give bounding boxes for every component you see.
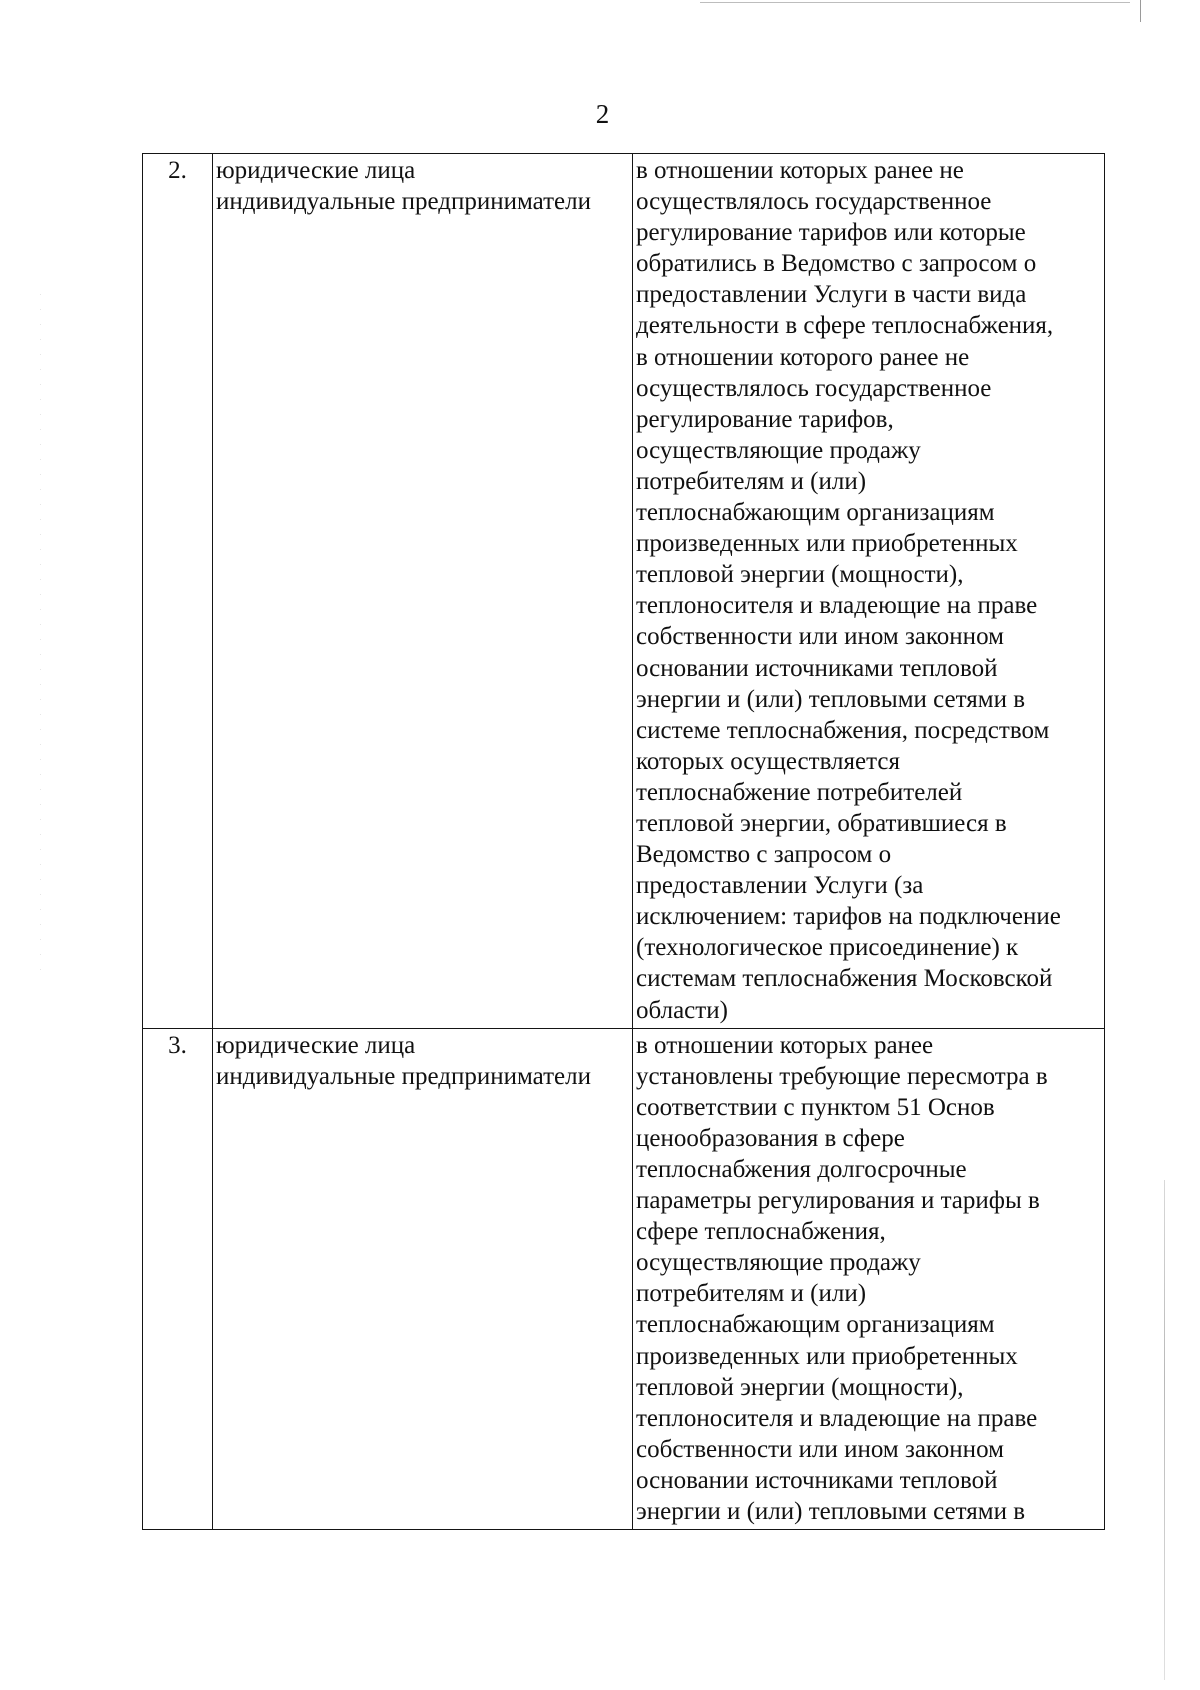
description-line: системам теплоснабжения Московской	[636, 965, 1053, 993]
description-line: исключением: тарифов на подключение	[636, 903, 1061, 931]
description-line: осуществлялось государственное	[636, 188, 992, 216]
scan-edge-artifact	[700, 2, 1130, 3]
description-line: осуществлялось государственное	[636, 374, 992, 402]
scan-edge-artifact	[1140, 0, 1141, 22]
description-line: тепловой энергии (мощности),	[636, 1373, 964, 1401]
description-line: соответствии с пунктом 51 Основ	[636, 1093, 995, 1121]
description-line: энергии и (или) тепловыми сетями в	[636, 1498, 1026, 1526]
description-line: предоставлении Услуги в части вида	[636, 281, 1027, 309]
description-line: осуществляющие продажу	[636, 436, 921, 464]
subject-line: юридические лица	[216, 157, 416, 184]
description-line: теплоснабжения долгосрочные	[636, 1156, 967, 1183]
subject-cell	[213, 154, 633, 1029]
row-number-cell	[143, 154, 213, 1029]
description-cell	[633, 154, 1105, 1029]
description-line: которых осуществляется	[636, 747, 900, 775]
description-line: собственности или ином законном	[636, 1435, 1004, 1463]
table-row	[143, 154, 1105, 1029]
description-line: произведенных или приобретенных	[636, 530, 1018, 558]
row-number-cell	[143, 1028, 213, 1530]
table-body	[143, 154, 1105, 1530]
description-line: регулирование тарифов,	[636, 405, 894, 433]
description-line: энергии и (или) тепловыми сетями в	[636, 685, 1026, 713]
description-cell	[633, 1028, 1105, 1530]
description-line: тепловой энергии (мощности),	[636, 561, 964, 589]
description-line: теплоснабжение потребителей	[636, 778, 963, 806]
description-line: Ведомство с запросом о	[636, 841, 892, 869]
subject-cell	[213, 1028, 633, 1530]
description-line: теплоснабжающим организациям	[636, 499, 995, 527]
description-line: в отношении которого ранее не	[636, 343, 970, 371]
subject-line: индивидуальные предприниматели	[216, 1062, 591, 1090]
description-line: предоставлении Услуги (за	[636, 872, 924, 900]
description-line: собственности или ином законном	[636, 623, 1004, 651]
description-line: (технологическое присоединение) к	[636, 934, 1019, 962]
description-line: потребителям и (или)	[636, 467, 867, 495]
description-line: параметры регулирования и тарифы в	[636, 1187, 1040, 1215]
description-line: произведенных или приобретенных	[636, 1342, 1018, 1370]
row-number: 3.	[168, 1031, 187, 1059]
description-line: основании источниками тепловой	[636, 654, 998, 682]
description-line: в отношении которых ранее	[636, 1031, 934, 1059]
description-line: установлены требующие пересмотра в	[636, 1062, 1048, 1090]
description-line: теплоносителя и владеющие на праве	[636, 592, 1038, 620]
description-line: основании источниками тепловой	[636, 1466, 998, 1494]
description-line: регулирование тарифов или которые	[636, 219, 1026, 247]
description-line: потребителям и (или)	[636, 1280, 867, 1308]
scan-edge-artifact	[1164, 1180, 1165, 1680]
description-line: обратились в Ведомство с запросом о	[636, 250, 1037, 278]
description-line: теплоснабжающим организациям	[636, 1311, 995, 1339]
description-line: деятельности в сфере теплоснабжения,	[636, 312, 1054, 340]
page-number: 2	[595, 99, 610, 129]
description-line: области)	[636, 996, 728, 1024]
subject-line: юридические лица	[216, 1031, 416, 1059]
table-row	[143, 1028, 1105, 1530]
scan-edge-artifact	[40, 280, 41, 980]
document-table	[142, 153, 1105, 1530]
description-line: сфере теплоснабжения,	[636, 1218, 886, 1246]
description-line: тепловой энергии, обратившиеся в	[636, 809, 1007, 837]
subject-line: индивидуальные предприниматели	[216, 188, 591, 216]
description-line: осуществляющие продажу	[636, 1249, 921, 1277]
row-number: 2.	[168, 157, 187, 184]
description-line: системе теплоснабжения, посредством	[636, 716, 1050, 744]
description-line: ценообразования в сфере	[636, 1124, 905, 1152]
description-line: в отношении которых ранее не	[636, 157, 964, 184]
description-line: теплоносителя и владеющие на праве	[636, 1404, 1038, 1432]
